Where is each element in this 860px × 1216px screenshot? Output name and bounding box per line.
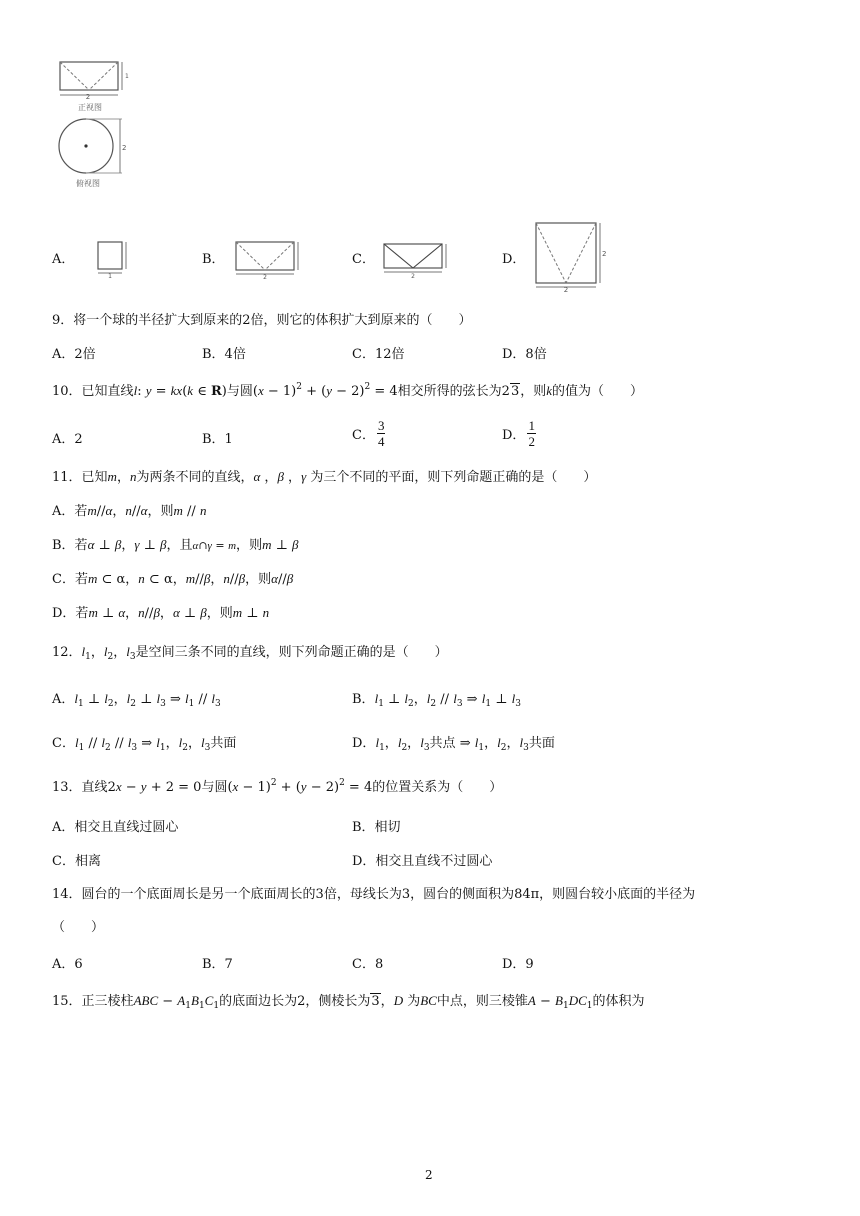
q14-stem-line2: （ ） — [52, 920, 105, 935]
q8-option-a-figure — [94, 238, 130, 280]
q10-option-a: A．2 — [52, 432, 83, 447]
svg-text:2: 2 — [263, 274, 267, 280]
q8-option-c-figure — [380, 238, 452, 280]
q10-stem: 10．已知直线l: y = kx(k ∈ R)与圆$(x - 1)^2 + (y - 2)^2 = 4$相交所得的弦长为23，则k的值为（ ） — [52, 382, 644, 399]
q14-option-b: B．7 — [202, 957, 233, 972]
top-view-drawing — [59, 119, 122, 173]
q10-option-d: D． $\frac{1}{2}$ — [502, 418, 535, 449]
q8-option-d-label: D． — [502, 252, 526, 267]
q8-option-c-label: C． — [352, 252, 375, 267]
q8-option-b-figure — [232, 238, 304, 280]
front-view-dim-2: 2 — [85, 93, 91, 101]
q12-option-b: B．$l_1$ ⊥ $l_2$，$l_2 // l_3$ ⇒ $l_1$ ⊥ $l_3$ — [352, 691, 521, 709]
top-view-caption: 俯视图 — [76, 179, 100, 188]
top-view-dim-2: 2 — [122, 144, 127, 152]
q13-stem: 13．直线2x − y + 2 = 0与圆$(x - 1)^2 + (y - 2)^2 = 4$的位置关系为（ ） — [52, 778, 503, 795]
q11-option-d: D．若m ⊥ α，n//β，α ⊥ β，则m ⊥ n — [52, 605, 270, 621]
q12-stem: 12．$l_1$，$l_2$，$l_3$是空间三条不同的直线，则下列命题正确的是（ ） — [52, 644, 448, 662]
front-view-dim-1: 1 — [125, 73, 129, 80]
q14-option-d: D．9 — [502, 957, 534, 972]
q10-option-c: C． $\frac{3}{4}$ — [352, 418, 385, 449]
svg-text:2: 2 — [411, 273, 415, 280]
q14-stem-line1: 14．圆台的一个底面周长是另一个底面周长的3倍，母线长为3，圆台的侧面积为84π，则圆台较小底面的半径为 — [52, 887, 696, 902]
q11-option-c: C．若m ⊂ α，n ⊂ α，m//β，n//β，则α//β — [52, 571, 294, 587]
q9-option-d: D．8倍 — [502, 347, 547, 362]
svg-text:1: 1 — [108, 273, 112, 280]
q13-option-a: A．相交且直线过圆心 — [52, 820, 179, 835]
three-view-figure — [52, 58, 132, 188]
q9-option-c: C．12倍 — [352, 347, 405, 362]
q9-option-a: A．2倍 — [52, 347, 96, 362]
svg-text:2: 2 — [563, 286, 569, 292]
q9-option-b: B．4倍 — [202, 347, 246, 362]
q14-option-a: A．6 — [52, 957, 83, 972]
q8-option-a-label: A． — [52, 252, 75, 267]
svg-text:2: 2 — [602, 250, 607, 258]
q12-option-d: D．$l_1$，$l_2$，$l_3$共点 ⇒ $l_1$，$l_2$，$l_3$共面 — [352, 735, 555, 753]
front-view-drawing — [60, 62, 122, 95]
q10-option-b: B．1 — [202, 432, 233, 447]
q11-option-a: A．若m//α，n//α，则m // n — [52, 503, 207, 519]
q13-option-b: B．相切 — [352, 820, 401, 835]
page-number: 2 — [425, 1168, 433, 1182]
q14-option-c: C．8 — [352, 957, 384, 972]
q9-stem: 9．将一个球的半径扩大到原来的2倍，则它的体积扩大到原来的（ ） — [52, 313, 472, 328]
q8-option-b-label: B． — [202, 252, 225, 267]
q8-option-d-figure — [532, 220, 612, 292]
q12-option-a: A．$l_1$ ⊥ $l_2$，$l_2$ ⊥ $l_3$ ⇒ $l_1 // l_3$ — [52, 691, 221, 709]
q13-option-c: C．相离 — [52, 854, 101, 869]
q11-option-b: B．若α ⊥ β，γ ⊥ β，且α∩γ = m，则m ⊥ β — [52, 537, 299, 553]
front-view-caption: 正视图 — [78, 103, 102, 112]
q13-option-d: D．相交且直线不过圆心 — [352, 854, 493, 869]
q12-option-c: C．$l_1 // l_2 // l_3$ ⇒ $l_1$，$l_2$，$l_3$共面 — [52, 735, 237, 753]
q15-stem: 15．正三棱柱ABC − $A_1B_1C_1$的底面边长为2，侧棱长为3，D 为BC中点，则三棱锥$A - B_1DC_1$的体积为 — [52, 993, 645, 1011]
q11-stem: 11．已知m，n为两条不同的直线，α ，β ，γ 为三个不同的平面，则下列命题正确的是（ ） — [52, 469, 597, 485]
